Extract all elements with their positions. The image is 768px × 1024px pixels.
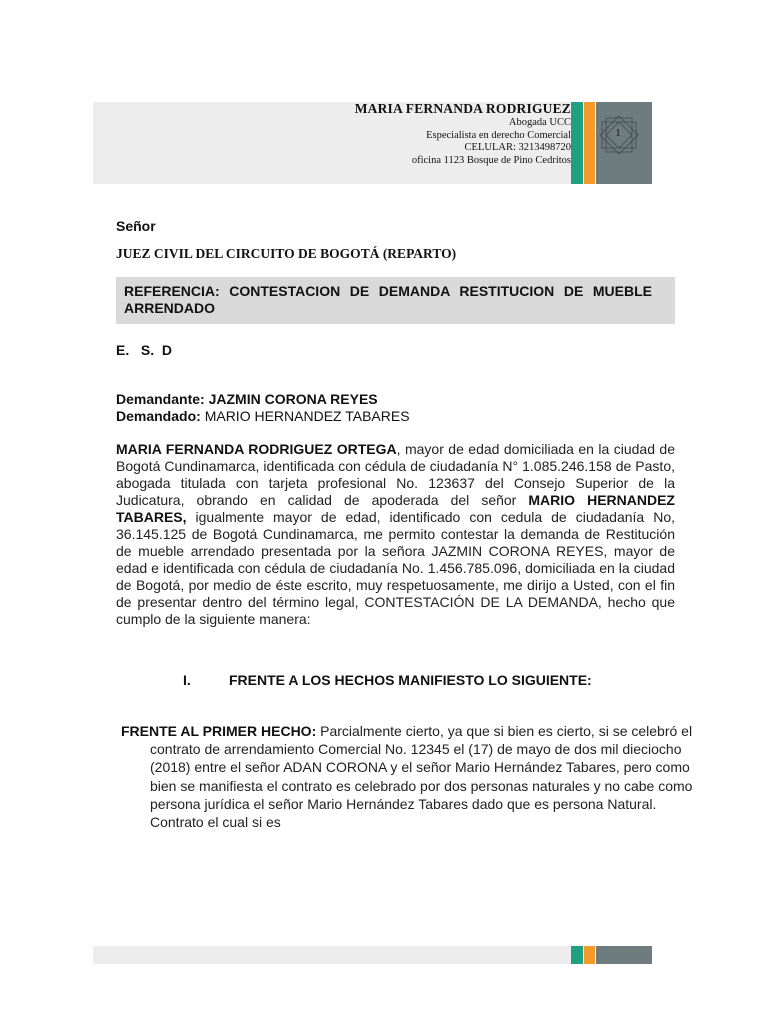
demandado-name: MARIO HERNANDEZ TABARES xyxy=(204,408,410,424)
demandado-line xyxy=(116,408,675,425)
client-name: MARIO HERNANDEZ TABARES, xyxy=(116,492,675,525)
author-phone: CELULAR: 3213498720 xyxy=(464,142,571,153)
reference-text: REFERENCIA: CONTESTACION DE DEMANDA RESTITUCION DE MUEBLE ARRENDADO xyxy=(124,283,652,316)
primer-hecho-text: Parcialmente cierto, ya que si bien es cierto, si se celebró el contrato de arrendamiento Comercial No. 12345 el (17) de mayo de dos mil dieciocho (2018) entre el señor ADAN CORONA y el señor Mario Hernández Tabares, pero como bien se manifiesta el contrato es celebrado por dos personas naturales y no cabe como persona jurídica el señor Mario Hernández Tabares dado que es persona Natural. Contrato el cual si es xyxy=(150,723,693,831)
demandante-line xyxy=(116,391,675,408)
demandante-name: JAZMIN CORONA REYES xyxy=(208,391,378,407)
primer-hecho-label: FRENTE AL PRIMER HECHO: xyxy=(121,723,317,739)
author-name: MARIA FERNANDA RODRIGUEZ xyxy=(354,101,571,116)
footer-slate-stripe xyxy=(596,946,652,964)
addressee: JUEZ CIVIL DEL CIRCUITO DE BOGOTÁ (REPARTO) xyxy=(116,246,457,261)
orange-stripe xyxy=(584,102,595,184)
page-number: 1 xyxy=(615,128,621,139)
page-number-box xyxy=(596,102,652,184)
section-title: FRENTE A LOS HECHOS MANIFIESTO LO SIGUIENTE: xyxy=(229,672,592,688)
salutation: Señor xyxy=(116,218,156,234)
intro-text-1: , mayor de edad domiciliada en la ciudad de Bogotá Cundinamarca, identificada con cédula de ciudadanía N° 1.085.246.158 de Pasto, abogada titulada con tarjeta profesional No. 123637 del Consejo Superior de la Judicatura, obrando en calidad de apoderada del señor xyxy=(116,441,675,508)
demandante-label: Demandante: xyxy=(116,391,205,407)
attorney-name: MARIA FERNANDA RODRIGUEZ ORTEGA xyxy=(116,441,397,457)
intro-paragraph xyxy=(116,441,675,628)
footer-orange-stripe xyxy=(584,946,595,964)
author-specialty: Especialista en derecho Comercial xyxy=(426,129,571,141)
demandado-label: Demandado: xyxy=(116,408,201,424)
author-title: Abogada UCC xyxy=(508,117,571,128)
section-numeral: I. xyxy=(183,672,191,688)
teal-stripe xyxy=(571,102,583,184)
intro-text-2: igualmente mayor de edad, identificado con cedula de ciudadanía No, 36.145.125 de Bogotá Cundinamarca, me permito contestar la demanda de Restitución de mueble arrendado presentada por la señora JAZMIN CORONA REYES, mayor de edad e identificada con cédula de ciudadanía No. 1.456.785.096, domiciliada en la ciudad de Bogotá, por medio de éste escrito, muy respetuosamente, me dirijo a Usted, con el fin de presentar dentro del término legal, CONTESTACIÓN DE LA DEMANDA, hecho que cumplo de la siguiente manera: xyxy=(116,509,675,627)
footer-band xyxy=(93,946,571,964)
primer-hecho xyxy=(121,722,710,831)
author-office: oficina 1123 Bosque de Pino Cedritos xyxy=(411,154,571,166)
letterhead xyxy=(355,100,571,167)
esd-line: E. S. D xyxy=(116,342,173,358)
footer-teal-stripe xyxy=(571,946,583,964)
reference-box xyxy=(116,277,675,324)
geometric-ornament-icon xyxy=(596,102,652,184)
